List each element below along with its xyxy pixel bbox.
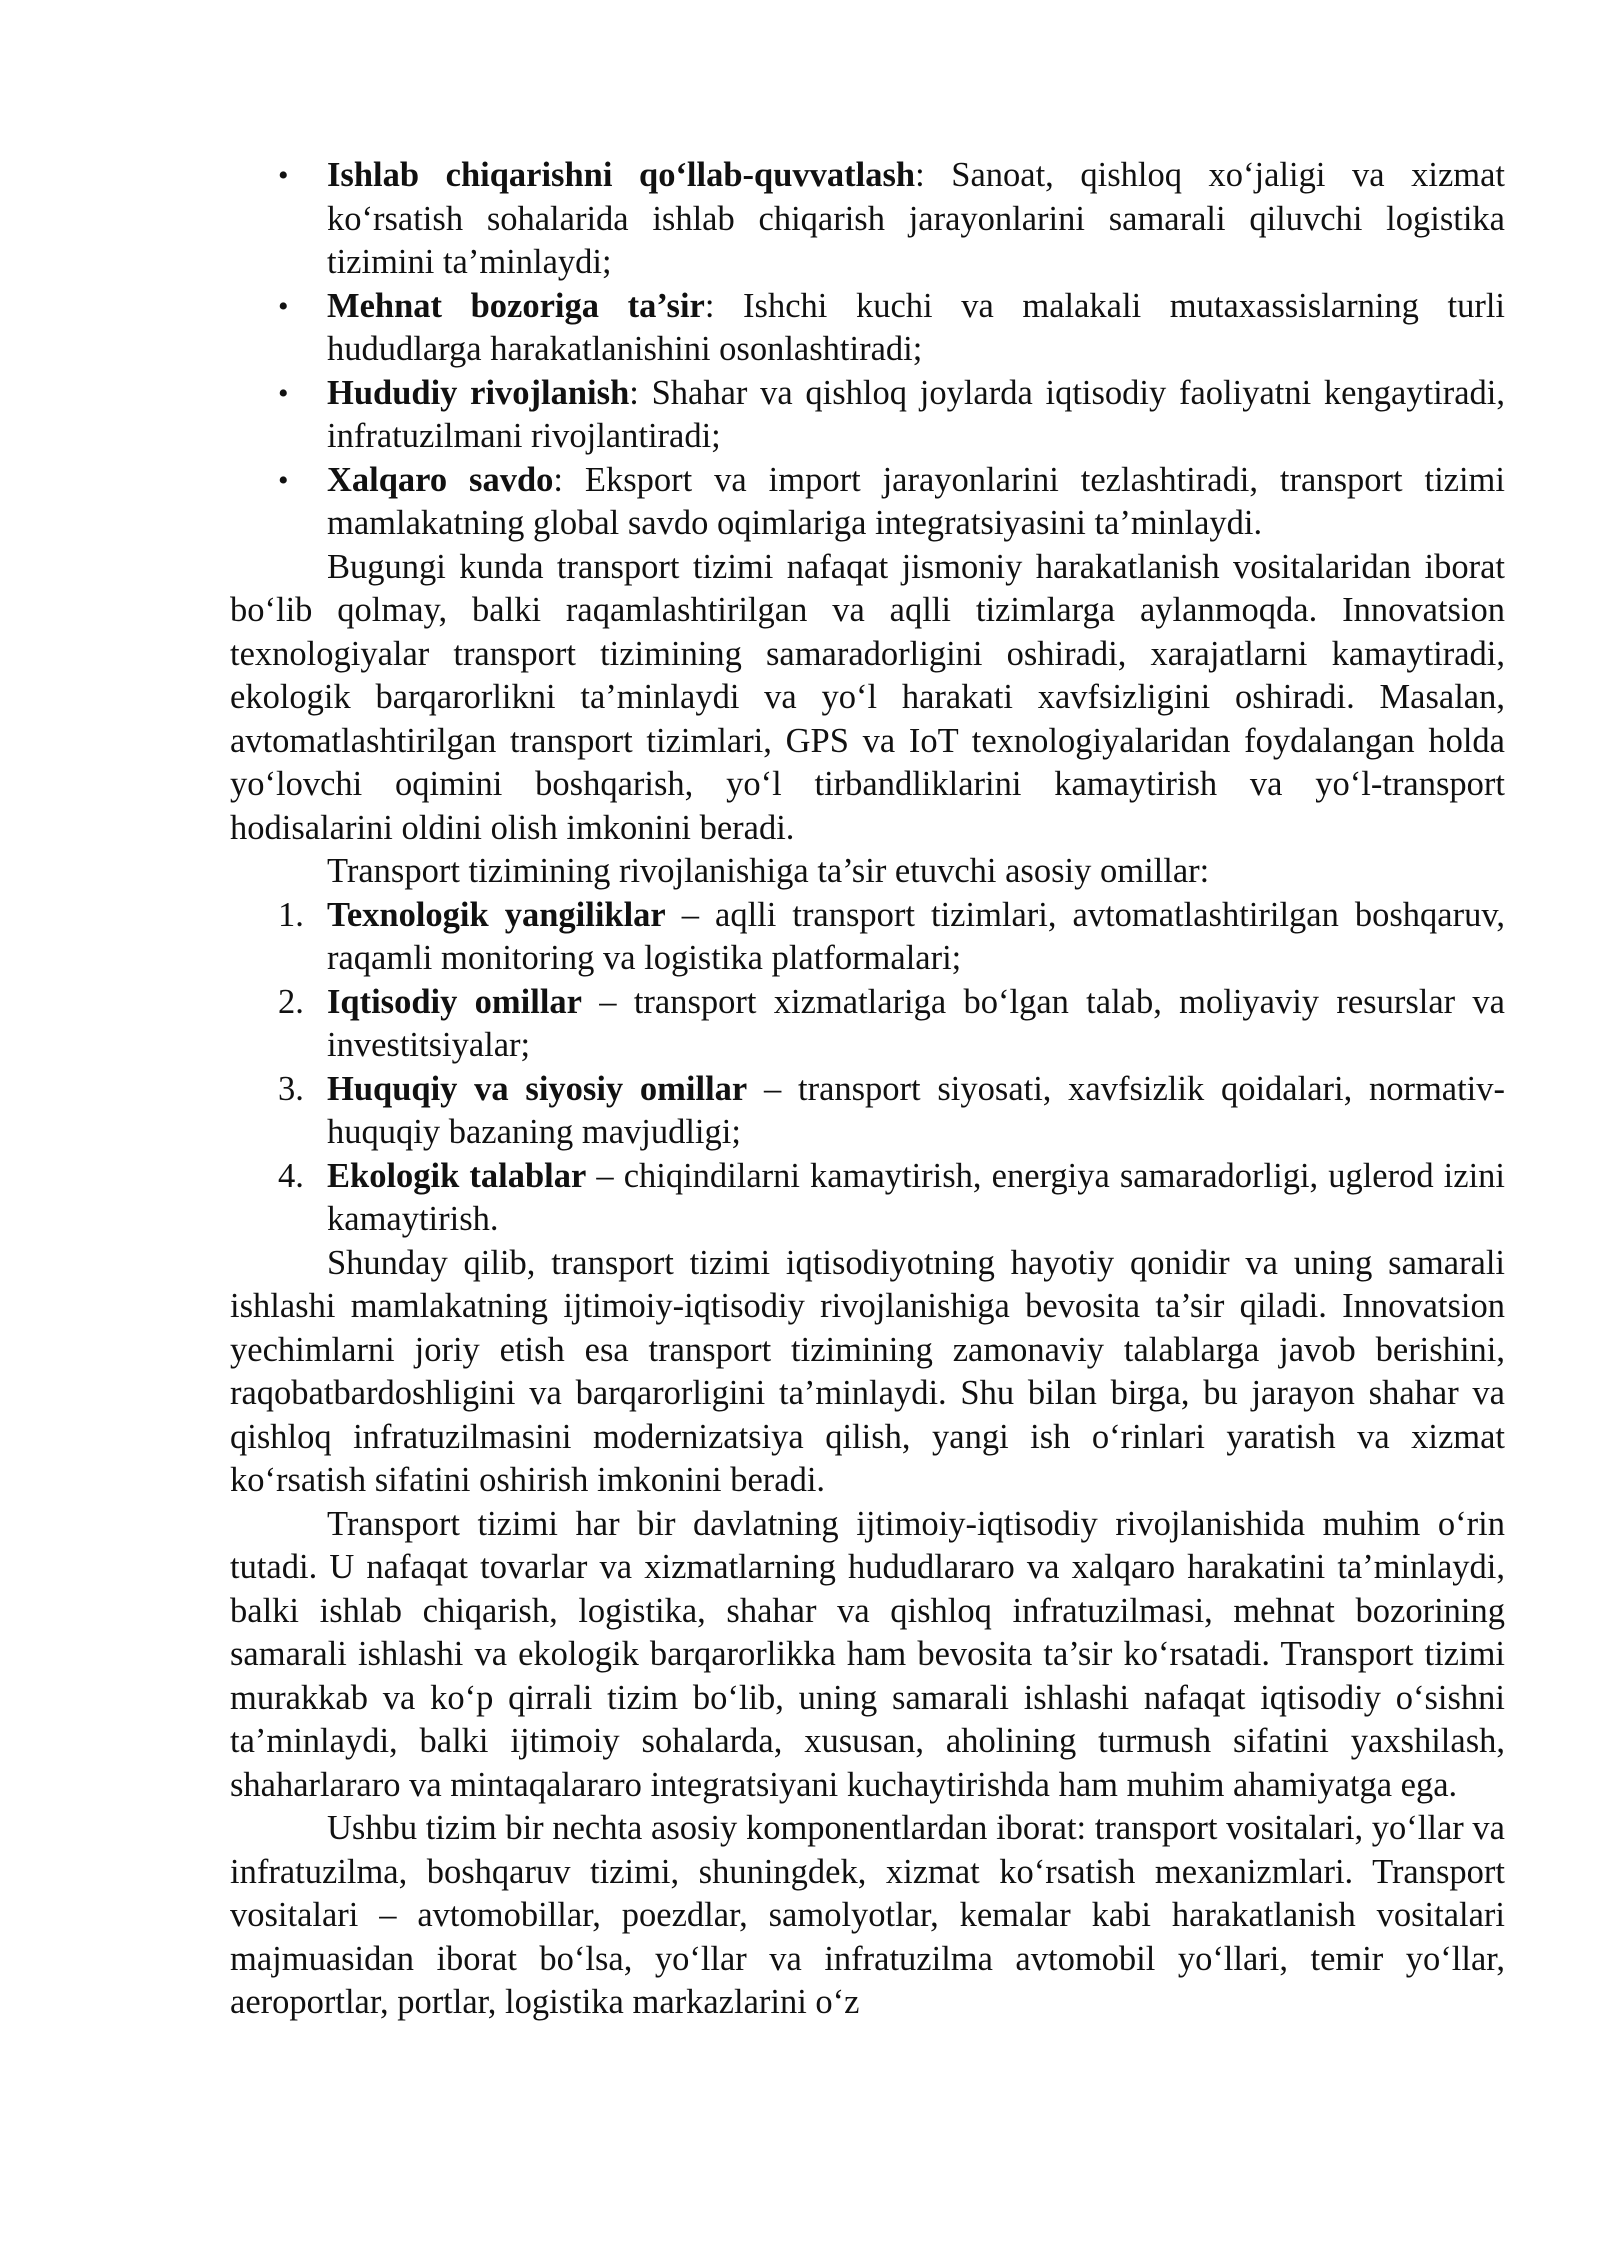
factor-text: – chiqindilarni kamaytirish, energiya samaradorligi, uglerod izini kamaytirish. — [327, 1156, 1506, 1238]
paragraph-innovation: Bugungi kunda transport tizimi nafaqat jismoniy harakatlanish vositalaridan iborat bo‘lib qolmay, balki raqamlashtirilgan va aqlli tizimlarga aylanmoqda. Innovatsion texnologiyalar transport tizimining samaradorligini oshiradi, xarajatlarni kamaytiradi, ekologik barqarorlikni ta’minlaydi va yo‘l harakati xavfsizligini oshiradi. Masalan, avtomatlashtirilgan transport tizimlari, GPS va IoT texnologiyalaridan foydalangan holda yo‘lovchi oqimini boshqarish, yo‘l tirbandliklarini kamaytirish va yo‘l-transport hodisalarini oldini olish imkonini beradi. — [230, 547, 1505, 847]
bullet-text: : Shahar va qishloq joylarda iqtisodiy faoliyatni kengaytiradi, infratuzilmani rivojlantiradi; — [327, 373, 1505, 455]
bullet-text: : Eksport va import jarayonlarini tezlashtiradi, transport tizimi mamlakatning global savdo oqimlariga integratsiyasini ta’minlaydi. — [327, 460, 1505, 542]
factor-term: Ekologik talablar — [327, 1156, 587, 1195]
factors-numbered-list — [230, 894, 1505, 1242]
list-number: 4. — [278, 1156, 304, 1195]
factor-term: Huquqiy va siyosiy omillar — [327, 1069, 748, 1108]
paragraph-factors-intro: Transport tizimining rivojlanishiga ta’sir etuvchi asosiy omillar: — [327, 852, 1210, 890]
factor-text: – transport siyosati, xavfsizlik qoidalari, normativ-huquqiy bazaning mavjudligi; — [327, 1069, 1505, 1151]
paragraph-conclusion: Shunday qilib, transport tizimi iqtisodiyotning hayotiy qonidir va uning samarali ishlashi mamlakatning ijtimoiy-iqtisodiy rivojlanishiga bevosita ta’sir qiladi. Innovatsion yechimlarni joriy etish esa transport tizimining zamonaviy talablarga javob berishini, raqobatbardoshligini va barqarorligini ta’minlaydi. Shu bilan birga, bu jarayon shahar va qishloq infratuzilmasini modernizatsiya qilish, yangi ish o‘rinlari yaratish va xizmat ko‘rsatish sifatini oshirish imkonini beradi. — [230, 1243, 1505, 1499]
bullet-term: Hududiy rivojlanish — [327, 373, 630, 412]
benefits-bullet-list — [230, 154, 1505, 546]
list-item — [230, 1068, 1505, 1155]
bullet-text: : Ishchi kuchi va malakali mutaxassislarning turli hududlarga harakatlanishini osonlashtiradi; — [327, 286, 1505, 368]
bullet-text: : Sanoat, qishloq xo‘jaligi va xizmat ko‘rsatish sohalarida ishlab chiqarish jarayonlarini samarali qiluvchi logistika tizimini ta’minlaydi; — [327, 156, 1506, 281]
factor-term: Iqtisodiy omillar — [327, 982, 582, 1021]
list-item — [230, 372, 1505, 459]
bullet-term: Xalqaro savdo — [327, 460, 554, 499]
bullet-term: Mehnat bozoriga ta’sir — [327, 286, 705, 325]
document-page — [230, 154, 1505, 2025]
list-item — [230, 981, 1505, 1068]
factor-term: Texnologik yangiliklar — [327, 895, 666, 934]
factor-text: – transport xizmatlariga bo‘lgan talab, moliyaviy resurslar va investitsiyalar; — [327, 982, 1505, 1064]
list-item — [230, 459, 1505, 546]
bullet-icon: • — [278, 159, 289, 192]
factor-text: – aqlli transport tizimlari, avtomatlashtirilgan boshqaruv, raqamli monitoring va logistika platformalari; — [327, 895, 1505, 977]
list-item — [230, 1155, 1505, 1242]
list-number: 1. — [278, 895, 304, 934]
paragraph-components: Ushbu tizim bir nechta asosiy komponentlardan iborat: transport vositalari, yo‘llar va infratuzilma, boshqaruv tizimi, shuningdek, xizmat ko‘rsatish mexanizmlari. Transport vositalari – avtomobillar, poezdlar, samolyotlar, kemalar kabi harakatlanish vositalari majmuasidan iborat bo‘lsa, yo‘llar va infratuzilma avtomobil yo‘llari, temir yo‘llar, aeroportlar, portlar, logistika markazlarini o‘z — [230, 1809, 1505, 2021]
bullet-icon: • — [278, 376, 289, 410]
list-item — [230, 894, 1505, 981]
list-item — [230, 154, 1505, 285]
bullet-term: Ishlab chiqarishni qo‘llab-quvvatlash — [327, 156, 916, 194]
list-number: 2. — [278, 982, 304, 1021]
bullet-icon: • — [278, 289, 289, 323]
list-number: 3. — [278, 1069, 304, 1108]
paragraph-role: Transport tizimi har bir davlatning ijtimoiy-iqtisodiy rivojlanishida muhim o‘rin tutadi. U nafaqat tovarlar va xizmatlarning hududlararo va xalqaro harakatini ta’minlaydi, balki ishlab chiqarish, logistika, shahar va qishloq infratuzilmasi, mehnat bozorining samarali ishlashi va ekologik barqarorlikka ham bevosita ta’sir ko‘rsatadi. Transport tizimi murakkab va ko‘p qirrali tizim bo‘lib, uning samarali ishlashi nafaqat iqtisodiy o‘sishni ta’minlaydi, balki ijtimoiy sohalarda, xususan, aholining turmush sifatini yaxshilash, shaharlararo va mintaqalararo integratsiyani kuchaytirishda ham muhim ahamiyatga ega. — [230, 1504, 1505, 1804]
list-item — [230, 285, 1505, 372]
bullet-icon: • — [278, 463, 289, 497]
